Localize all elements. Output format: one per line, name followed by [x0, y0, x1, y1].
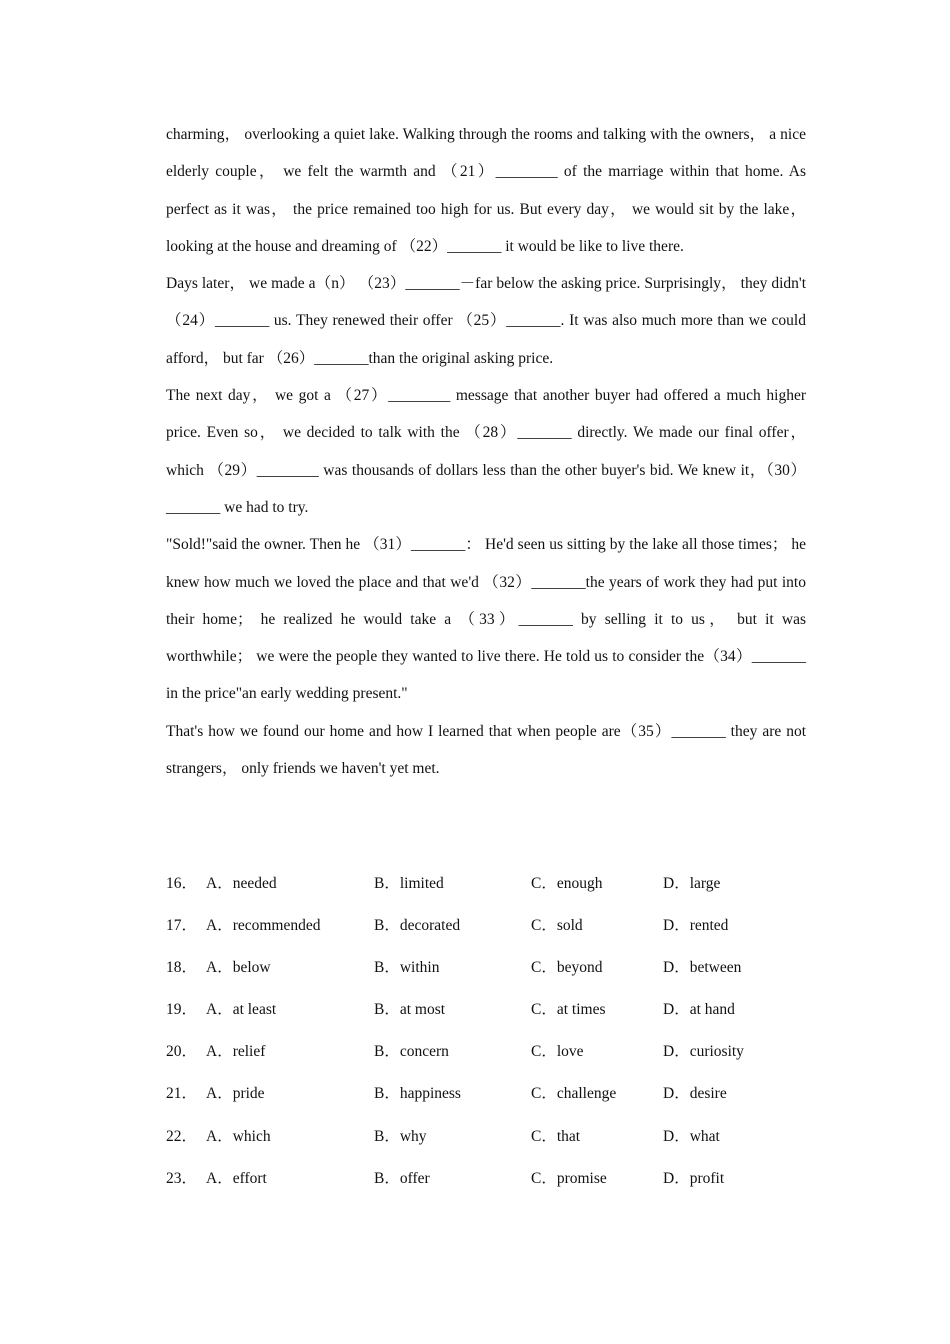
question-row: [166, 1031, 806, 1073]
option-b: B．within: [374, 959, 440, 977]
answer-options: [166, 863, 806, 1200]
option-d: D．at hand: [663, 1001, 735, 1019]
option-b: B．at most: [374, 1001, 446, 1019]
option-b: B．happiness: [374, 1085, 461, 1103]
option-c: C．promise: [531, 1169, 607, 1187]
option-d: D．desire: [663, 1085, 727, 1103]
option-c: C．at times: [531, 1001, 606, 1019]
option-b: B．decorated: [374, 917, 461, 935]
option-d: D．profit: [663, 1169, 725, 1187]
question-row: [166, 1116, 806, 1158]
option-d: D．large: [663, 875, 721, 892]
question-row: [166, 1073, 806, 1115]
option-a: A．recommended: [206, 917, 321, 935]
option-a: A．pride: [206, 1085, 265, 1103]
option-d: D．between: [663, 959, 742, 977]
passage-paragraph-1: charming， overlooking a quiet lake. Walking through the rooms and talking with the owners， a nice elderly couple， we felt the warmth and （21）________ of the marriage within that home. As perfect as it was， the price remained too high for us. But every day， we would sit by the lake， looking at the house and dreaming of （22）_______ it would be like to live there.: [166, 126, 806, 255]
question-number: 20．: [166, 1043, 198, 1061]
option-d: D．curiosity: [663, 1043, 744, 1061]
question-row: [166, 1158, 806, 1200]
question-number: 17．: [166, 917, 198, 935]
option-a: A．which: [206, 1127, 271, 1145]
option-c: C．sold: [531, 917, 583, 935]
passage-paragraph-3: The next day， we got a （27）________ message that another buyer had offered a much higher price. Even so， we decided to talk with the （28）_______ directly. We made our final offer， which （29）________ was thousands of dollars less than the other buyer's bid. We knew it，（30）_______ we had to try.: [166, 387, 806, 516]
question-row: [166, 989, 806, 1031]
option-a: A．below: [206, 959, 271, 977]
option-a: A．effort: [206, 1169, 267, 1187]
option-b: B．concern: [374, 1043, 449, 1061]
question-number: 22．: [166, 1127, 198, 1145]
option-a: A．relief: [206, 1043, 266, 1061]
option-c: C．love: [531, 1043, 584, 1061]
option-c: C．beyond: [531, 959, 603, 977]
option-c: C．that: [531, 1127, 581, 1145]
option-c: C．challenge: [531, 1085, 617, 1103]
question-row: [166, 863, 806, 905]
option-d: D．rented: [663, 917, 729, 935]
question-number: 21．: [166, 1085, 198, 1103]
passage-paragraph-4: "Sold!"said the owner. Then he （31）_______： He'd seen us sitting by the lake all those times； he knew how much we loved the place and that we'd （32）_______the years of work they had put into their home； he realized he would take a （33）_______ by selling it to us， but it was worthwhile； we were the people they wanted to live there. He told us to consider the（34）_______ in the price"an early wedding present.": [166, 536, 806, 703]
option-b: B．limited: [374, 875, 444, 892]
question-number: 16．: [166, 875, 198, 892]
option-a: A．needed: [206, 875, 277, 892]
question-number: 19．: [166, 1001, 198, 1019]
option-b: B．offer: [374, 1169, 430, 1187]
passage-paragraph-2: Days later， we made a（n） （23）_______－far below the asking price. Surprisingly， they didn't （24）_______ us. They renewed their offer （25）_______. It was also much more than we could afford， but far （26）_______than the original asking price.: [166, 275, 806, 367]
cloze-passage: [166, 116, 806, 787]
question-row: [166, 905, 806, 947]
option-b: B．why: [374, 1127, 427, 1145]
option-d: D．what: [663, 1127, 720, 1145]
option-a: A．at least: [206, 1001, 277, 1019]
question-number: 18．: [166, 959, 198, 977]
option-c: C．enough: [531, 875, 603, 892]
passage-paragraph-5: That's how we found our home and how I learned that when people are（35）_______ they are not strangers， only friends we haven't yet met.: [166, 722, 806, 778]
question-number: 23．: [166, 1169, 198, 1187]
question-row: [166, 947, 806, 989]
